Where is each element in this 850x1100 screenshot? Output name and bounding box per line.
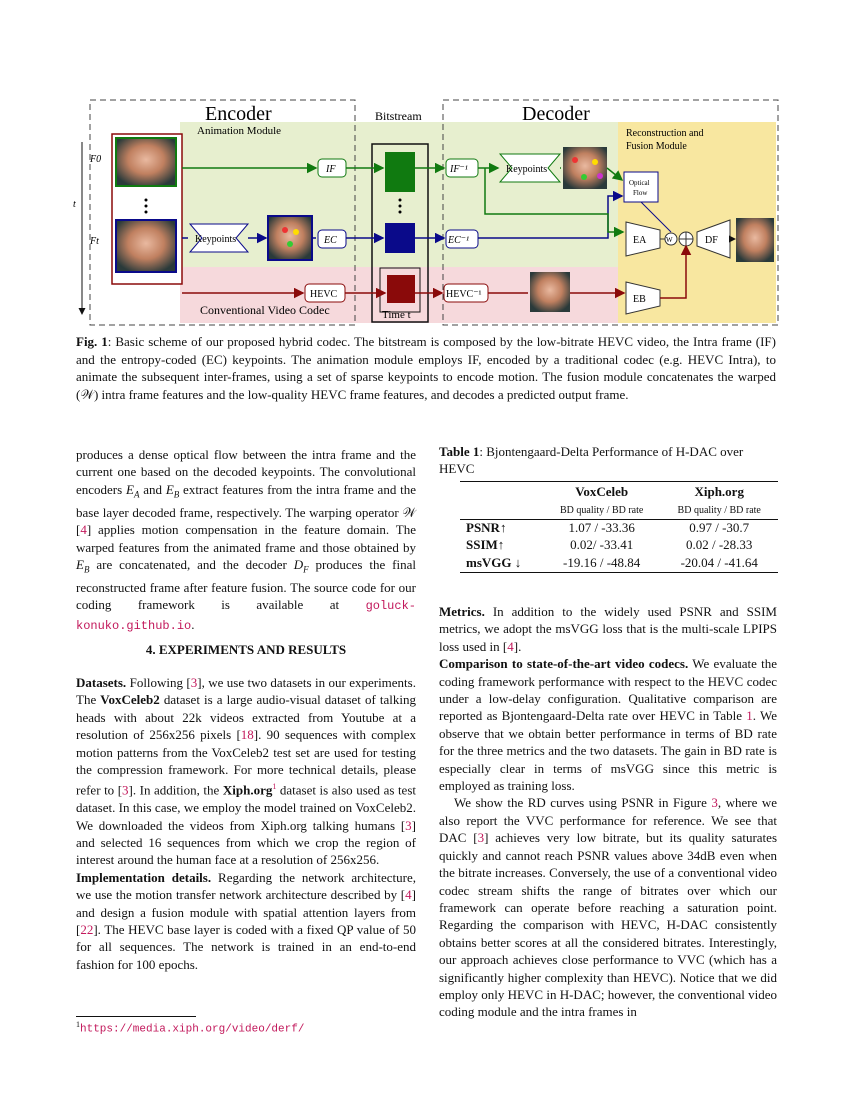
eb-block: EB — [633, 294, 646, 305]
conv-codec-label: Conventional Video Codec — [200, 303, 330, 317]
ref-3[interactable]: 3 — [190, 675, 198, 690]
figure-caption — [76, 333, 776, 403]
ea-block: EA — [633, 235, 647, 246]
optical-flow-2: Flow — [633, 189, 648, 197]
section-heading: 4. EXPERIMENTS AND RESULTS — [145, 642, 347, 657]
keypoints-encoder: Keypoints — [195, 234, 237, 245]
table-row: msVGG ↓ -19.16 / -48.84 -20.04 / -41.64 — [466, 554, 758, 570]
time-t-label: Time t — [382, 309, 411, 321]
decoder-title: Decoder — [522, 103, 590, 125]
if-box: IF — [326, 164, 336, 175]
ec-box: EC — [324, 235, 337, 246]
encoder-title: Encoder — [205, 103, 272, 125]
w-op: W — [666, 236, 673, 244]
sub-xiph: BD quality / BD rate — [677, 504, 761, 516]
footnote-rule — [76, 1016, 196, 1017]
footnote: $^1$https://media.xiph.org/video/derf/ — [76, 1020, 305, 1036]
optical-flow-1: Optical — [629, 179, 650, 187]
table-row: SSIM↑ 0.02/ -33.41 0.02 / -28.33 — [466, 537, 753, 552]
ft-label: Ft — [90, 236, 99, 247]
table-row: PSNR↑ 1.07 / -33.36 0.97 / -30.7 — [466, 520, 750, 536]
footnote-mark[interactable]: 1 — [272, 782, 277, 792]
df-block: DF — [705, 235, 718, 246]
right-column-text: Metrics. In addition to the widely used PSNR and SSIM metrics, we adopt the msVGG loss that is the multi-scale LPIPS loss used in [4]. Comparison to state-of-the-art video codecs. We evaluate the coding framework performance with respect to the HEVC codec under a low-delay configuration. Qualitative comparison are reported as Bjontengaard-Delta rate over HEVC in Table 1. We observe that we obtain better performance in terms of BD rate for the three metrics and the two datasets. The gain in BD rate is especially clear in terms of msVGG since this metric is employed as training loss. We show the RD curves using PSNR in Figure 3, where we also report the VVC performance for reference. We see that DAC [3] achieves very low bitrate, but its quality saturates quickly and cannot reach PSNR values above 34dB even when the bitrate increases. Conversely, the use of a conventional video codec stream shifts the range of bitrates over which our framework can operate before reaching a saturation point. Regarding the comparison with HEVC, H-DAC consistently obtains better scores at all the considered bitrates. Interestingly, our approach achieves close performance to VVC (which has a significantly higher complexity than HEVC). Notice that we did employ only HEVC in H-DAC; however, the conventional video coding module and the intra frames in — [439, 604, 778, 1020]
bitstream-label: Bitstream — [375, 109, 422, 123]
sub-voxceleb: BD quality / BD rate — [560, 504, 644, 516]
caption-text: : Basic scheme of our proposed hybrid codec. The bitstream is composed by the low-bitrate HEVC video, the Intra frame (IF) and the entropy-coded (EC) keypoints. The animation module employs IF, encoded by a traditional codec (e.g. HEVC Intra), to animate the subsequent inter-frames, using a set of sparse keypoints to encode motion. The fusion module concatenates the warped (𝒲) intra frame features and the low-quality HEVC frame features, and decodes a predicted output frame. — [76, 334, 776, 402]
ref-4[interactable]: 4 — [80, 522, 87, 538]
hevc-box: HEVC — [310, 289, 338, 300]
footnote-url[interactable]: https://media.xiph.org/video/derf/ — [80, 1023, 305, 1036]
f0-label: F0 — [90, 154, 102, 165]
animation-module-label: Animation Module — [197, 125, 282, 137]
hevc-inv-box: HEVC⁻¹ — [446, 289, 482, 300]
recon-label-1: Reconstruction and — [626, 128, 704, 139]
ref-18[interactable]: 18 — [240, 727, 254, 743]
code-link[interactable]: goluck-konuko.github.io — [76, 599, 416, 633]
ref-22[interactable]: 22 — [80, 922, 94, 938]
ref-table1[interactable]: 1 — [746, 708, 753, 724]
ref-figure3[interactable]: 3 — [711, 795, 718, 811]
left-column-p1: produces a dense optical flow between the intra frame and the current one based on the decoded keypoints. The convolutional encoders $E_A$ and $E_B$ extract features from the intra frame and the base layer decoded frame, respectively. The warping operator 𝒲 [4] applies motion compensation in the feature domain. The warped features from the animated frame and those obtained by $E_B$ are concatenated, and the decoder $D_F$ produces the final reconstructed frame after feature fusion. The source code for our coding framework is available at goluck-konuko.github.io. — [76, 447, 416, 633]
keypoints-decoder: Keypoints — [506, 164, 548, 175]
architecture-figure — [60, 92, 790, 332]
col-voxceleb: VoxCeleb — [575, 483, 629, 499]
ec-inv-box: EC⁻¹ — [448, 235, 470, 246]
t-axis-label: t — [73, 199, 76, 210]
recon-label-2: Fusion Module — [626, 141, 687, 152]
col-xiph: Xiph.org — [694, 483, 744, 499]
left-column-p2: Datasets. Following [3], we use two datasets in our experiments. The VoxCeleb2 dataset is a large audio-visual dataset of talking heads with about 22k videos extracted from Youtube at a resolution of 256x256 pixels [18]. 90 sequences with complex motion patterns from the VoxCeleb2 test set are used for testing the compression framework. For more technical details, please refer to [3]. In addition, the Xiph.org$^1$ dataset is also used as test dataset. In this case, we employ the model trained on VoxCeleb2. We downloaded the videos from Xiph.org talking humans [3] and selected 16 sequences from which we crop the region of interest around the human face at a resolution of 256x256. Implementation details. Regarding the network architecture, we use the motion transfer network architecture described by [4] and design a fusion module with spatial attention layers from [22]. The HEVC base layer is coded with a fixed QP value of 50 for all sequences. The network is trained in an end-to-end fashion for 100 epochs. — [76, 675, 416, 972]
if-inv-box: IF⁻¹ — [450, 164, 468, 175]
results-table — [460, 481, 778, 573]
table-caption: Table 1: Bjontengaard-Delta Performance of H-DAC over HEVC — [439, 444, 744, 477]
caption-label: Fig. 1 — [76, 334, 108, 349]
